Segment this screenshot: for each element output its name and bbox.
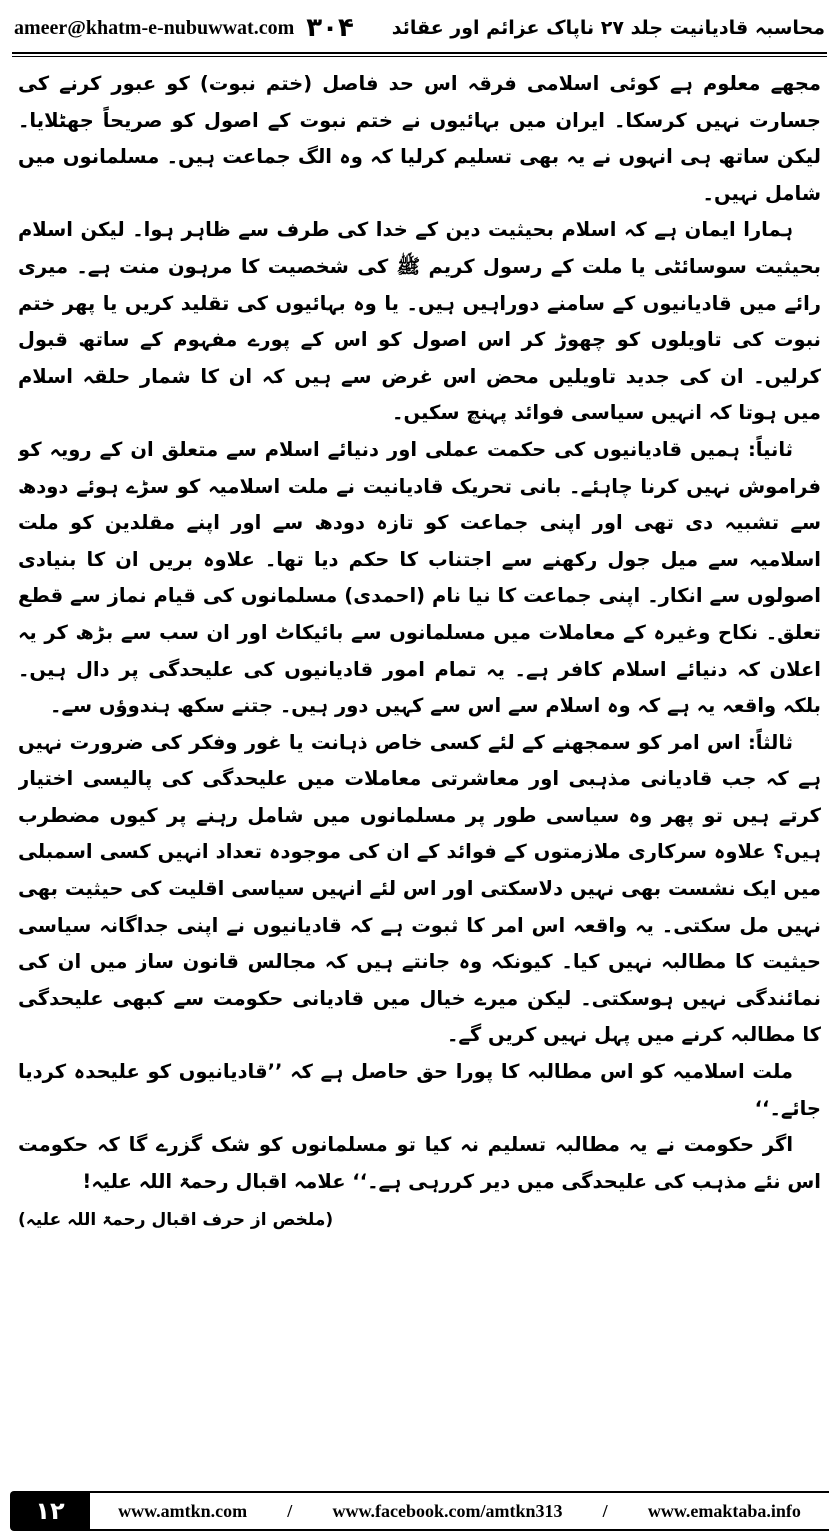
page-header xyxy=(14,8,825,48)
paragraph-5: ملت اسلامیہ کو اس مطالبہ کا پورا حق حاصل ہے کہ ’’قادیانیوں کو علیحدہ کردیا جائے۔‘‘ xyxy=(18,1060,821,1120)
header-left xyxy=(14,13,354,43)
paragraph-2: ہمارا ایمان ہے کہ اسلام بحیثیت دین کے خدا کی طرف سے ظاہر ہوا۔ لیکن اسلام بحیثیت سوسائٹی یا ملت کے رسول کریم ﷺ کی شخصیت کا مرہون منت ہے۔ میری رائے میں قادیانیوں کے سامنے دوراہیں ہیں۔ یا وہ بہائیوں کی تقلید کریں یا پھر ختم نبوت کی تاویلوں کو چھوڑ کر اس اصول کو اس کے پورے مفہوم کے ساتھ قبول کرلیں۔ ان کی جدید تاویلیں محض اس غرض سے ہیں کہ ان کا شمار حلقہ اسلام میں ہوتا کہ انہیں سیاسی فوائد پہنچ سکیں۔ xyxy=(18,218,821,425)
footer-separator: / xyxy=(287,1500,293,1521)
source-citation: (ملخص از حرف اقبال رحمۃ اللہ علیہ) xyxy=(18,1210,334,1231)
footer-links-bar xyxy=(90,1491,829,1531)
closing-line xyxy=(18,1202,821,1238)
running-title: محاسبہ قادیانیت جلد ۲۷ ناپاک عزائم اور عقائد xyxy=(391,17,825,39)
footer-separator: / xyxy=(602,1500,608,1521)
header-rule xyxy=(12,52,827,54)
header-email[interactable]: ameer@khatm-e-nubuwwat.com xyxy=(14,16,295,39)
article-body xyxy=(18,66,821,1456)
footer-link-facebook[interactable]: www.facebook.com/amtkn313 xyxy=(332,1500,563,1521)
footer-page-number: ۱۲ xyxy=(10,1491,90,1531)
paragraph-6: اگر حکومت نے یہ مطالبہ تسلیم نہ کیا تو مسلمانوں کو شک گزرے گا کہ حکومت اس نئے مذہب کی علیحدگی میں دیر کررہی ہے۔‘‘ علامہ اقبال رحمۃ اللہ علیہ! xyxy=(18,1133,821,1193)
footer-link-emaktaba[interactable]: www.emaktaba.info xyxy=(647,1500,801,1521)
page-footer xyxy=(10,1490,829,1532)
header-rule-thin xyxy=(12,56,827,57)
paragraph-3: ثانیاً: ہمیں قادیانیوں کی حکمت عملی اور دنیائے اسلام سے متعلق ان کے رویہ کو فراموش نہیں کرنا چاہئے۔ بانی تحریک قادیانیت نے ملت اسلامیہ کو سڑے ہوئے دودھ سے تشبیہ دی تھی اور اپنی جماعت کو تازہ دودھ سے اور اپنے مقلدین کو ملت اسلامیہ سے میل جول رکھنے سے اجتناب کا حکم دیا تھا۔ علاوہ بریں ان کا بنیادی اصولوں سے انکار۔ اپنی جماعت کا نیا نام (احمدی) مسلمانوں کی قیام نماز سے قطع تعلق۔ نکاح وغیرہ کے معاملات میں مسلمانوں سے بائیکاٹ اور ان سب سے بڑھ کر یہ اعلان کہ دنیائے اسلام کافر ہے۔ یہ تمام امور قادیانیوں کی علیحدگی پر دال ہیں۔ بلکہ واقعہ یہ ہے کہ وہ اسلام سے اس سے کہیں دور ہیں۔ جتنے سکھ ہندوؤں سے۔ xyxy=(18,437,821,718)
footer-link-amtkn[interactable]: www.amtkn.com xyxy=(118,1500,248,1521)
header-page-number: ۳۰۴ xyxy=(306,13,354,43)
paragraph-4: ثالثاً: اس امر کو سمجھنے کے لئے کسی خاص ذہانت یا غور وفکر کی ضرورت نہیں ہے کہ جب قادیانی مذہبی اور معاشرتی معاملات میں علیحدگی کی پالیسی اختیار کرتے ہیں تو پھر وہ سیاسی طور پر مسلمانوں میں شامل رہنے پر کیوں مضطرب ہیں؟ علاوہ سرکاری ملازمتوں کے فوائد کے ان کی موجودہ تعداد انہیں کسی اسمبلی میں ایک نشست بھی نہیں دلاسکتی اور اس لئے انہیں سیاسی اقلیت کی حیثیت بھی نہیں مل سکتی۔ یہ واقعہ اس امر کا ثبوت ہے کہ قادیانیوں نے اپنی جداگانہ سیاسی حیثیت کا مطالبہ نہیں کیا۔ کیونکہ وہ جانتے ہیں کہ مجالس قانون ساز میں ان کی نمائندگی نہیں ہوسکتی۔ لیکن میرے خیال میں قادیانی حکومت سے کبھی علیحدگی کا مطالبہ کرنے میں پہل نہیں کریں گے۔ xyxy=(18,730,821,1047)
paragraph-1: مجھے معلوم ہے کوئی اسلامی فرقہ اس حد فاصل (ختم نبوت) کو عبور کرنے کی جسارت نہیں کرسکا۔ ایران میں بہائیوں نے ختم نبوت کے اصول کو صریحاً جھٹلایا۔ لیکن ساتھ ہی انہوں نے یہ بھی تسلیم کرلیا کہ وہ الگ جماعت ہیں۔ مسلمانوں میں شامل نہیں۔ xyxy=(18,72,821,205)
